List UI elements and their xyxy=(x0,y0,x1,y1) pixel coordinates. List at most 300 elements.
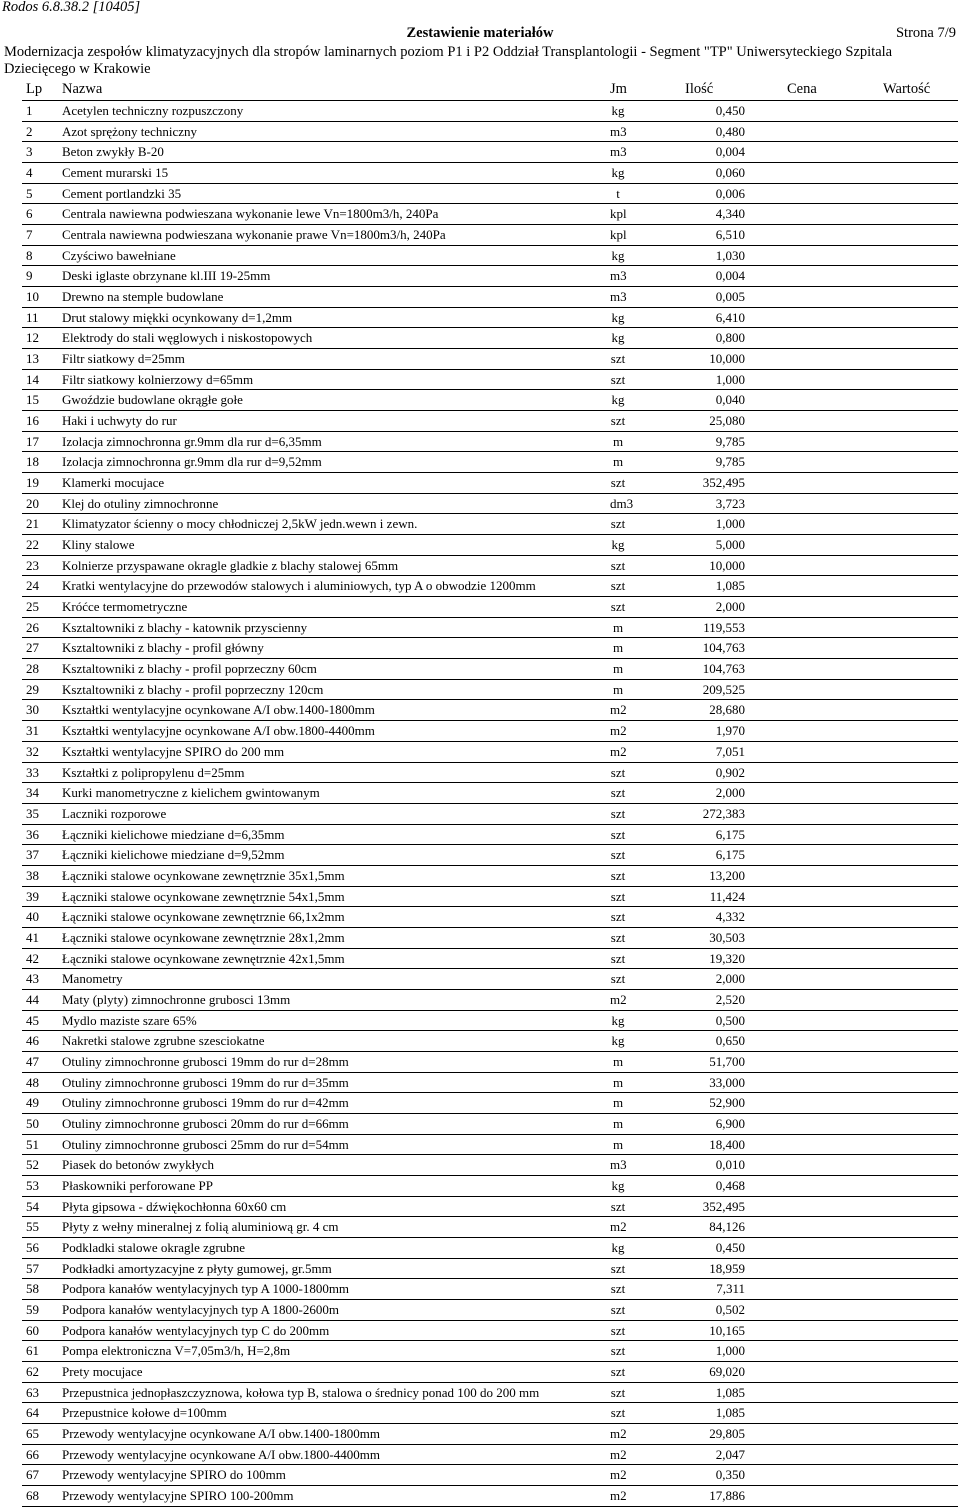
material-name: Otuliny zimnochronne grubosci 19mm do rur d=42mm xyxy=(62,1095,349,1111)
quantity: 1,000 xyxy=(715,1343,745,1359)
document-title: Zestawienie materiałów xyxy=(406,25,554,41)
row-number: 55 xyxy=(26,1219,39,1235)
table-row xyxy=(22,990,958,1011)
unit: t xyxy=(616,185,620,201)
material-name: Łączniki stalowe ocynkowane zewnętrznie 28x1,2mm xyxy=(62,929,345,945)
table-row xyxy=(22,163,958,184)
material-name: Ksztaltowniki z blachy - profil główny xyxy=(62,640,264,656)
table-row xyxy=(22,1279,958,1300)
quantity: 0,060 xyxy=(715,165,745,181)
row-number: 65 xyxy=(26,1426,39,1441)
row-number: 8 xyxy=(26,247,33,263)
unit: m xyxy=(612,1053,624,1069)
quantity: 352,495 xyxy=(702,1198,745,1214)
unit: kg xyxy=(611,309,625,325)
material-name: Przewody wentylacyjne ocynkowane A/I obw.1800-4400mm xyxy=(62,1446,380,1462)
row-number: 26 xyxy=(26,619,39,635)
unit: m xyxy=(612,640,624,656)
row-number: 29 xyxy=(26,681,39,697)
unit: m xyxy=(612,1074,624,1090)
material-name: Przewody wentylacyjne SPIRO do 100mm xyxy=(62,1467,286,1483)
row-number: 10 xyxy=(26,289,39,305)
table-row xyxy=(22,949,958,970)
quantity: 119,553 xyxy=(703,619,745,635)
row-number: 59 xyxy=(26,1301,39,1317)
table-row xyxy=(22,204,958,225)
table-row xyxy=(22,370,958,391)
row-number: 3 xyxy=(26,144,33,160)
unit: szt xyxy=(610,1281,626,1297)
unit: m2 xyxy=(610,702,627,718)
material-name: Kliny stalowe xyxy=(62,537,135,553)
unit: m xyxy=(612,1095,624,1111)
quantity: 29,805 xyxy=(709,1426,745,1441)
row-number: 43 xyxy=(26,971,39,987)
column-header-name: Nazwa xyxy=(62,81,103,97)
material-name: Płaskowniki perforowane PP xyxy=(62,1177,213,1193)
quantity: 2,000 xyxy=(715,971,745,987)
quantity: 6,510 xyxy=(715,227,745,243)
unit: m xyxy=(612,619,624,635)
quantity: 0,350 xyxy=(715,1467,745,1483)
row-number: 40 xyxy=(26,909,39,925)
unit: szt xyxy=(610,1405,626,1421)
unit: m xyxy=(612,433,624,449)
quantity: 11,424 xyxy=(709,888,745,904)
unit: szt xyxy=(610,1322,626,1338)
quantity: 10,000 xyxy=(709,351,745,367)
table-row xyxy=(22,680,958,701)
unit: kpl xyxy=(610,227,627,243)
quantity: 104,763 xyxy=(702,640,745,656)
row-number: 61 xyxy=(26,1343,39,1359)
table-row xyxy=(22,1011,958,1032)
column-header-value: Wartość xyxy=(883,81,931,97)
table-row xyxy=(22,122,958,143)
quantity: 0,004 xyxy=(715,268,745,284)
table-row xyxy=(22,390,958,411)
table-row xyxy=(22,1155,958,1176)
table-row xyxy=(22,225,958,246)
table-row xyxy=(22,1259,958,1280)
unit: kg xyxy=(611,165,625,181)
material-name: Klamerki mocujace xyxy=(62,475,165,491)
unit: szt xyxy=(610,909,626,925)
unit: kg xyxy=(611,247,625,263)
quantity: 0,500 xyxy=(715,1012,745,1028)
table-row xyxy=(22,1052,958,1073)
quantity: 6,410 xyxy=(715,309,745,325)
material-name: Klimatyzator ścienny o mocy chłodniczej 2,5kW jedn.wewn i zewn. xyxy=(62,516,418,532)
row-number: 54 xyxy=(26,1198,39,1214)
material-name: Płyty z wełny mineralnej z folią aluminiową gr. 4 cm xyxy=(62,1219,339,1235)
unit: kpl xyxy=(610,206,627,222)
unit: kg xyxy=(611,1012,625,1028)
material-name: Łączniki kielichowe miedziane d=9,52mm xyxy=(62,847,285,863)
column-header-lp: Lp xyxy=(26,81,43,97)
row-number: 67 xyxy=(26,1467,39,1483)
table-row xyxy=(22,1217,958,1238)
unit: m2 xyxy=(610,1446,627,1462)
quantity: 352,495 xyxy=(702,475,745,491)
material-name: Piasek do betonów zwykłych xyxy=(62,1157,215,1173)
unit: kg xyxy=(611,392,625,408)
row-number: 23 xyxy=(26,557,39,573)
row-number: 68 xyxy=(26,1488,39,1504)
table-row xyxy=(22,1403,958,1424)
quantity: 0,006 xyxy=(715,185,745,201)
table-row xyxy=(22,246,958,267)
table-row xyxy=(22,659,958,680)
material-name: Manometry xyxy=(62,971,123,987)
unit: m xyxy=(612,1115,624,1131)
material-name: Łączniki stalowe ocynkowane zewnętrznie 66,1x2mm xyxy=(62,909,345,925)
unit: m xyxy=(612,661,624,677)
unit: szt xyxy=(610,413,626,429)
quantity: 10,000 xyxy=(709,557,745,573)
row-number: 35 xyxy=(26,805,39,821)
quantity: 5,000 xyxy=(715,537,745,553)
row-number: 22 xyxy=(26,537,39,553)
quantity: 0,450 xyxy=(715,1239,745,1255)
table-row xyxy=(22,700,958,721)
row-number: 62 xyxy=(26,1363,39,1379)
row-number: 30 xyxy=(26,702,39,718)
row-number: 2 xyxy=(26,123,33,139)
table-row xyxy=(22,1321,958,1342)
quantity: 272,383 xyxy=(702,805,745,821)
material-name: Łączniki stalowe ocynkowane zewnętrznie 54x1,5mm xyxy=(62,888,345,904)
quantity: 1,970 xyxy=(715,723,745,739)
unit: szt xyxy=(610,867,626,883)
row-number: 64 xyxy=(26,1405,39,1421)
unit: szt xyxy=(610,1260,626,1276)
unit: szt xyxy=(610,929,626,945)
row-number: 17 xyxy=(26,433,39,449)
unit: szt xyxy=(610,826,626,842)
column-header-quantity: Ilość xyxy=(685,81,714,97)
table-row xyxy=(22,473,958,494)
unit: szt xyxy=(610,785,626,801)
material-name: Przepustnica jednopłaszczyznowa, kołowa typ B, stalowa o średnicy ponad 100 do 200 mm xyxy=(62,1384,540,1400)
quantity: 25,080 xyxy=(709,413,745,429)
quantity: 33,000 xyxy=(709,1074,745,1090)
table-row xyxy=(22,535,958,556)
material-name: Łączniki stalowe ocynkowane zewnętrznie 42x1,5mm xyxy=(62,950,345,966)
row-number: 45 xyxy=(26,1012,39,1028)
quantity: 18,959 xyxy=(709,1260,745,1276)
table-row xyxy=(22,1424,958,1445)
quantity: 1,085 xyxy=(715,1384,745,1400)
table-header xyxy=(0,80,960,100)
material-name: Króćce termometryczne xyxy=(62,599,188,615)
quantity: 0,650 xyxy=(715,1033,745,1049)
row-number: 36 xyxy=(26,826,39,842)
table-row xyxy=(22,349,958,370)
table-row xyxy=(22,1031,958,1052)
material-name: Przewody wentylacyjne ocynkowane A/I obw.1400-1800mm xyxy=(62,1426,380,1441)
table-row xyxy=(22,1238,958,1259)
material-name: Łączniki stalowe ocynkowane zewnętrznie 35x1,5mm xyxy=(62,867,345,883)
material-name: Drut stalowy miękki ocynkowany d=1,2mm xyxy=(62,309,293,325)
quantity: 1,085 xyxy=(715,578,745,594)
table-row xyxy=(22,1383,958,1404)
row-number: 19 xyxy=(26,475,39,491)
table-row xyxy=(22,328,958,349)
table-row xyxy=(22,411,958,432)
material-name: Deski iglaste obrzynane kl.III 19-25mm xyxy=(62,268,271,284)
material-name: Ksztaltowniki z blachy - profil poprzeczny 60cm xyxy=(62,661,317,677)
table-row xyxy=(22,928,958,949)
unit: szt xyxy=(610,805,626,821)
quantity: 19,320 xyxy=(709,950,745,966)
row-number: 32 xyxy=(26,743,39,759)
table-row xyxy=(22,721,958,742)
quantity: 4,332 xyxy=(715,909,745,925)
unit: m3 xyxy=(610,268,627,284)
quantity: 30,503 xyxy=(709,929,745,945)
unit: szt xyxy=(610,1343,626,1359)
material-name: Filtr siatkowy d=25mm xyxy=(62,351,185,367)
material-name: Acetylen techniczny rozpuszczony xyxy=(62,103,244,118)
table-row xyxy=(22,184,958,205)
material-name: Drewno na stemple budowlane xyxy=(62,289,224,305)
quantity: 0,902 xyxy=(715,764,745,780)
row-number: 56 xyxy=(26,1239,39,1255)
unit: szt xyxy=(610,888,626,904)
quantity: 6,175 xyxy=(715,826,745,842)
material-name: Otuliny zimnochronne grubosci 19mm do rur d=35mm xyxy=(62,1074,349,1090)
quantity: 0,004 xyxy=(715,144,745,160)
table-row xyxy=(22,1093,958,1114)
material-name: Cement portlandzki 35 xyxy=(62,185,182,201)
table-row xyxy=(22,142,958,163)
material-name: Łączniki kielichowe miedziane d=6,35mm xyxy=(62,826,285,842)
row-number: 66 xyxy=(26,1446,39,1462)
unit: szt xyxy=(610,971,626,987)
quantity: 3,723 xyxy=(715,495,745,511)
row-number: 44 xyxy=(26,991,39,1007)
row-number: 52 xyxy=(26,1157,39,1173)
unit: kg xyxy=(611,330,625,346)
material-name: Gwoździe budowlane okrągłe gołe xyxy=(62,392,243,408)
quantity: 0,468 xyxy=(715,1177,745,1193)
unit: m2 xyxy=(610,743,627,759)
row-number: 57 xyxy=(26,1260,39,1276)
row-number: 21 xyxy=(26,516,39,532)
quantity: 9,785 xyxy=(715,454,745,470)
row-number: 60 xyxy=(26,1322,39,1338)
quantity: 28,680 xyxy=(709,702,745,718)
table-row xyxy=(22,783,958,804)
unit: m2 xyxy=(610,1219,627,1235)
row-number: 6 xyxy=(26,206,33,222)
unit: szt xyxy=(610,950,626,966)
table-row xyxy=(22,618,958,639)
row-number: 33 xyxy=(26,764,39,780)
row-number: 25 xyxy=(26,599,39,615)
table-row xyxy=(22,1300,958,1321)
table-row xyxy=(22,866,958,887)
material-name: Kształtki wentylacyjne ocynkowane A/I obw.1800-4400mm xyxy=(62,723,375,739)
table-row xyxy=(22,1445,958,1466)
unit: szt xyxy=(610,351,626,367)
table-row xyxy=(22,825,958,846)
quantity: 51,700 xyxy=(709,1053,745,1069)
table-row xyxy=(22,287,958,308)
project-title: Modernizacja zespołów klimatyzacyjnych dla stropów laminarnych poziom P1 i P2 Oddział Transplantologii - Segment "TP" Uniwersyteckiego Szpitala Dziecięcego w Krakowie xyxy=(4,44,893,77)
material-name: Haki i uchwyty do rur xyxy=(62,413,177,429)
table-row xyxy=(22,308,958,329)
material-name: Azot sprężony techniczny xyxy=(62,123,198,139)
unit: m xyxy=(612,1136,624,1152)
material-name: Kurki manometryczne z kielichem gwintowanym xyxy=(62,785,320,801)
row-number: 28 xyxy=(26,661,39,677)
row-number: 48 xyxy=(26,1074,39,1090)
table-row xyxy=(22,763,958,784)
row-number: 41 xyxy=(26,929,39,945)
unit: szt xyxy=(610,475,626,491)
quantity: 84,126 xyxy=(709,1219,745,1235)
unit: m3 xyxy=(610,144,627,160)
material-name: Centrala nawiewna podwieszana wykonanie prawe Vn=1800m3/h, 240Pa xyxy=(62,227,446,243)
unit: szt xyxy=(610,599,626,615)
quantity: 0,040 xyxy=(715,392,745,408)
quantity: 2,047 xyxy=(715,1446,745,1462)
table-row xyxy=(22,101,958,122)
material-name: Podkladki stalowe okragle zgrubne xyxy=(62,1239,246,1255)
unit: m xyxy=(612,454,624,470)
material-name: Maty (plyty) zimnochronne grubosci 13mm xyxy=(62,991,291,1007)
table-row xyxy=(22,452,958,473)
column-header-price: Cena xyxy=(787,81,817,97)
table-row xyxy=(22,266,958,287)
quantity: 7,051 xyxy=(715,743,745,759)
material-name: Przewody wentylacyjne SPIRO 100-200mm xyxy=(62,1488,294,1504)
row-number: 34 xyxy=(26,785,39,801)
quantity: 0,010 xyxy=(715,1157,745,1173)
material-name: Cement murarski 15 xyxy=(62,165,169,181)
quantity: 209,525 xyxy=(702,681,745,697)
row-number: 58 xyxy=(26,1281,39,1297)
quantity: 1,000 xyxy=(715,371,745,387)
unit: m2 xyxy=(610,1426,627,1441)
table-row xyxy=(22,494,958,515)
row-number: 15 xyxy=(26,392,39,408)
row-number: 16 xyxy=(26,413,39,429)
unit: m2 xyxy=(610,1467,627,1483)
quantity: 0,480 xyxy=(715,123,745,139)
unit: szt xyxy=(610,1198,626,1214)
unit: m3 xyxy=(610,289,627,305)
table-row xyxy=(22,969,958,990)
table-row xyxy=(22,1073,958,1094)
unit: kg xyxy=(611,103,625,118)
material-name: Podkładki amortyzacyjne z płyty gumowej, gr.5mm xyxy=(62,1260,332,1276)
quantity: 0,800 xyxy=(715,330,745,346)
material-name: Izolacja zimnochronna gr.9mm dla rur d=6,35mm xyxy=(62,433,322,449)
unit: szt xyxy=(610,764,626,780)
quantity: 2,000 xyxy=(715,599,745,615)
unit: m xyxy=(612,681,624,697)
row-number: 20 xyxy=(26,495,39,511)
table-row xyxy=(22,742,958,763)
unit: kg xyxy=(611,1177,625,1193)
material-name: Kształtki wentylacyjne SPIRO do 200 mm xyxy=(62,743,285,759)
material-name: Ksztaltowniki z blachy - katownik przyscienny xyxy=(62,619,308,635)
unit: szt xyxy=(610,371,626,387)
materials-table xyxy=(0,101,960,1507)
row-number: 49 xyxy=(26,1095,39,1111)
quantity: 0,450 xyxy=(715,103,745,118)
row-number: 51 xyxy=(26,1136,39,1152)
row-number: 9 xyxy=(26,268,33,284)
row-number: 27 xyxy=(26,640,39,656)
row-number: 63 xyxy=(26,1384,39,1400)
unit: m3 xyxy=(610,123,627,139)
row-number: 47 xyxy=(26,1053,39,1069)
row-number: 46 xyxy=(26,1033,39,1049)
quantity: 10,165 xyxy=(709,1322,745,1338)
app-title: Rodos 6.8.38.2 [10405] xyxy=(2,0,141,15)
row-number: 12 xyxy=(26,330,39,346)
table-row xyxy=(22,1114,958,1135)
material-name: Czyściwo bawełniane xyxy=(62,247,176,263)
unit: szt xyxy=(610,557,626,573)
material-name: Przepustnice kołowe d=100mm xyxy=(62,1405,227,1421)
material-name: Beton zwykły B-20 xyxy=(62,144,164,160)
row-number: 7 xyxy=(26,227,33,243)
table-row xyxy=(22,907,958,928)
quantity: 6,175 xyxy=(715,847,745,863)
unit: szt xyxy=(610,578,626,594)
unit: szt xyxy=(610,1384,626,1400)
quantity: 7,311 xyxy=(716,1281,745,1297)
quantity: 0,005 xyxy=(715,289,745,305)
quantity: 2,000 xyxy=(715,785,745,801)
unit: dm3 xyxy=(610,495,634,511)
row-number: 14 xyxy=(26,371,39,387)
table-row xyxy=(22,556,958,577)
unit: szt xyxy=(610,516,626,532)
material-name: Otuliny zimnochronne grubosci 25mm do rur d=54mm xyxy=(62,1136,349,1152)
material-name: Kolnierze przyspawane okragle gladkie z blachy stalowej 65mm xyxy=(62,557,399,573)
table-row xyxy=(22,887,958,908)
table-row xyxy=(22,432,958,453)
table-row xyxy=(22,1197,958,1218)
unit: m2 xyxy=(610,991,627,1007)
material-name: Płyta gipsowa - dźwiękochłonna 60x60 cm xyxy=(62,1198,287,1214)
quantity: 6,900 xyxy=(715,1115,745,1131)
material-name: Elektrody do stali węglowych i niskostopowych xyxy=(62,330,313,346)
material-name: Kształtki wentylacyjne ocynkowane A/I obw.1400-1800mm xyxy=(62,702,375,718)
quantity: 18,400 xyxy=(709,1136,745,1152)
row-number: 38 xyxy=(26,867,39,883)
table-row xyxy=(22,1341,958,1362)
quantity: 1,000 xyxy=(715,516,745,532)
row-number: 11 xyxy=(26,309,39,325)
material-name: Mydlo maziste szare 65% xyxy=(62,1012,197,1028)
row-number: 5 xyxy=(26,185,33,201)
table-row xyxy=(22,845,958,866)
quantity: 104,763 xyxy=(702,661,745,677)
row-number: 4 xyxy=(26,165,33,181)
row-number: 31 xyxy=(26,723,39,739)
table-row xyxy=(22,1486,958,1507)
material-name: Filtr siatkowy kolnierzowy d=65mm xyxy=(62,371,254,387)
table-row xyxy=(22,638,958,659)
unit: kg xyxy=(611,537,625,553)
